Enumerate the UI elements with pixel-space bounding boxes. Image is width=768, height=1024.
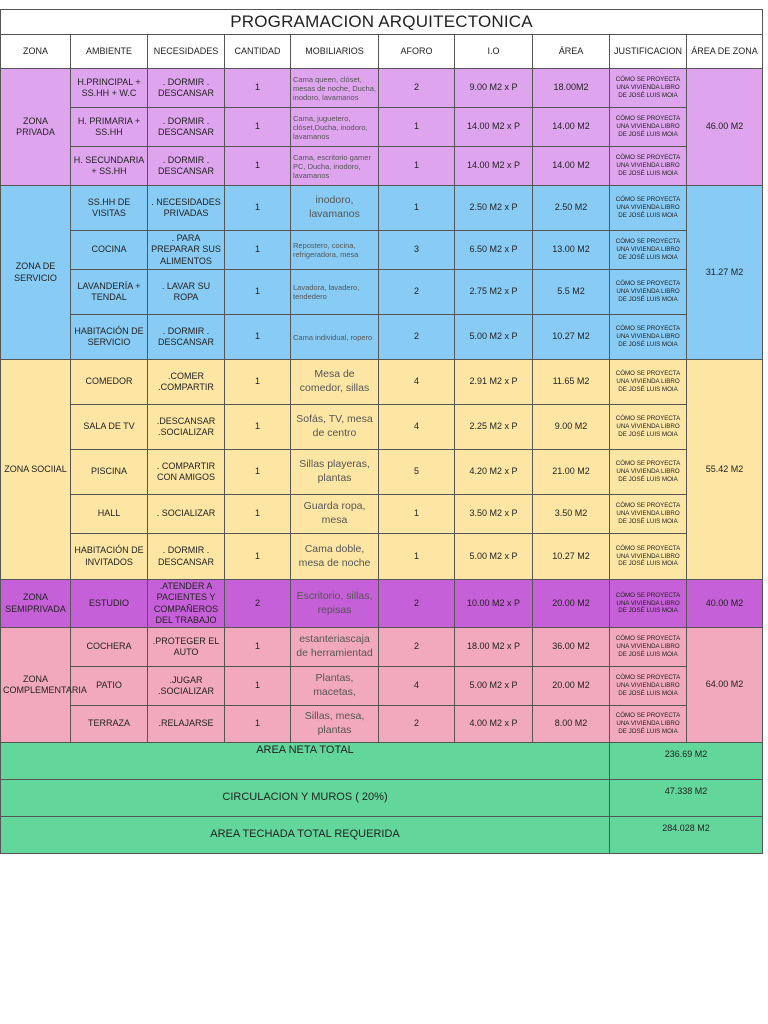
total-value: 236.69 M2 [610, 743, 763, 780]
table-row [1, 450, 763, 495]
zone-name: ZONA SOCIIAL [1, 360, 71, 580]
necesidades-cell: . DORMIR . DESCANSAR [148, 69, 225, 108]
justificacion-cell: CÓMO SE PROYECTA UNA VIVIENDA LIBRO DE JOSÉ LUIS MOIA [610, 186, 687, 231]
table-row [1, 108, 763, 147]
justificacion-cell: CÓMO SE PROYECTA UNA VIVIENDA LIBRO DE JOSÉ LUIS MOIA [610, 534, 687, 580]
table-row [1, 495, 763, 534]
table-row [1, 667, 763, 706]
mobiliarios-cell: Cama queen, clóset, mesas de noche, Ducha, inodoro, lavamanos [291, 69, 379, 108]
area-cell: 20.00 M2 [533, 580, 610, 628]
table-row [1, 231, 763, 270]
table-row [1, 534, 763, 580]
aforo-cell: 1 [379, 108, 455, 147]
area-cell: 14.00 M2 [533, 108, 610, 147]
page-title: PROGRAMACION ARQUITECTONICA [1, 10, 763, 35]
totals-row [1, 780, 763, 817]
io-cell: 14.00 M2 x P [455, 147, 533, 186]
aforo-cell: 2 [379, 315, 455, 360]
io-cell: 18.00 M2 x P [455, 628, 533, 667]
mobiliarios-cell: Cama doble, mesa de noche [291, 534, 379, 580]
justificacion-cell: CÓMO SE PROYECTA UNA VIVIENDA LIBRO DE JOSÉ LUIS MOIA [610, 315, 687, 360]
header-aforo: AFORO [379, 35, 455, 69]
necesidades-cell: .COMER .COMPARTIR [148, 360, 225, 405]
ambiente-cell: H.PRINCIPAL + SS.HH + W.C [71, 69, 148, 108]
programming-table [0, 9, 763, 854]
area-cell: 20.00 M2 [533, 667, 610, 706]
aforo-cell: 4 [379, 360, 455, 405]
cantidad-cell: 1 [225, 231, 291, 270]
aforo-cell: 3 [379, 231, 455, 270]
zone-area: 55.42 M2 [687, 360, 763, 580]
io-cell: 5.00 M2 x P [455, 315, 533, 360]
zone-name: ZONA PRIVADA [1, 69, 71, 186]
io-cell: 6.50 M2 x P [455, 231, 533, 270]
title-row [1, 10, 763, 35]
necesidades-cell: . DORMIR . DESCANSAR [148, 147, 225, 186]
table-row [1, 270, 763, 315]
area-cell: 18.00M2 [533, 69, 610, 108]
table-row [1, 580, 763, 628]
cantidad-cell: 1 [225, 108, 291, 147]
necesidades-cell: .RELAJARSE [148, 706, 225, 743]
io-cell: 2.91 M2 x P [455, 360, 533, 405]
cantidad-cell: 1 [225, 69, 291, 108]
area-cell: 9.00 M2 [533, 405, 610, 450]
justificacion-cell: CÓMO SE PROYECTA UNA VIVIENDA LIBRO DE JOSÉ LUIS MOIA [610, 628, 687, 667]
area-cell: 3.50 M2 [533, 495, 610, 534]
necesidades-cell: .ATENDER A PACIENTES Y COMPAÑEROS DEL TRABAJO [148, 580, 225, 628]
necesidades-cell: . DORMIR . DESCANSAR [148, 534, 225, 580]
table-row [1, 147, 763, 186]
header-mobiliarios: MOBILIARIOS [291, 35, 379, 69]
justificacion-cell: CÓMO SE PROYECTA UNA VIVIENDA LIBRO DE JOSÉ LUIS MOIA [610, 360, 687, 405]
mobiliarios-cell: estanteriascaja de herramientad [291, 628, 379, 667]
programming-sheet [0, 9, 762, 854]
io-cell: 2.50 M2 x P [455, 186, 533, 231]
area-cell: 13.00 M2 [533, 231, 610, 270]
aforo-cell: 2 [379, 270, 455, 315]
ambiente-cell: HALL [71, 495, 148, 534]
justificacion-cell: CÓMO SE PROYECTA UNA VIVIENDA LIBRO DE JOSÉ LUIS MOIA [610, 231, 687, 270]
io-cell: 10.00 M2 x P [455, 580, 533, 628]
area-cell: 11.65 M2 [533, 360, 610, 405]
justificacion-cell: CÓMO SE PROYECTA UNA VIVIENDA LIBRO DE JOSÉ LUIS MOIA [610, 580, 687, 628]
ambiente-cell: PISCINA [71, 450, 148, 495]
header-cantidad: CANTIDAD [225, 35, 291, 69]
mobiliarios-cell: Sillas, mesa, plantas [291, 706, 379, 743]
mobiliarios-cell: Guarda ropa, mesa [291, 495, 379, 534]
ambiente-cell: COCHERA [71, 628, 148, 667]
io-cell: 14.00 M2 x P [455, 108, 533, 147]
cantidad-cell: 1 [225, 147, 291, 186]
mobiliarios-cell: Sillas playeras, plantas [291, 450, 379, 495]
totals-row [1, 743, 763, 780]
io-cell: 9.00 M2 x P [455, 69, 533, 108]
io-cell: 2.75 M2 x P [455, 270, 533, 315]
justificacion-cell: CÓMO SE PROYECTA UNA VIVIENDA LIBRO DE JOSÉ LUIS MOIA [610, 108, 687, 147]
table-row [1, 315, 763, 360]
aforo-cell: 4 [379, 667, 455, 706]
necesidades-cell: . PARA PREPARAR SUS ALIMENTOS [148, 231, 225, 270]
total-label: AREA NETA TOTAL [1, 743, 610, 780]
table-row [1, 360, 763, 405]
aforo-cell: 5 [379, 450, 455, 495]
mobiliarios-cell: Cama, juguetero, clóset,Ducha, inodoro, lavamanos [291, 108, 379, 147]
header-zona: ZONA [1, 35, 71, 69]
total-value: 284.028 M2 [610, 817, 763, 854]
necesidades-cell: .JUGAR .SOCIALIZAR [148, 667, 225, 706]
zone-name: ZONA COMPLEMENTARIA [1, 628, 71, 743]
area-cell: 5.5 M2 [533, 270, 610, 315]
ambiente-cell: ESTUDIO [71, 580, 148, 628]
mobiliarios-cell: Mesa de comedor, sillas [291, 360, 379, 405]
zone-name: ZONA SEMIPRIVADA [1, 580, 71, 628]
aforo-cell: 2 [379, 580, 455, 628]
mobiliarios-cell: Cama individual, ropero [291, 315, 379, 360]
area-cell: 10.27 M2 [533, 315, 610, 360]
io-cell: 4.00 M2 x P [455, 706, 533, 743]
cantidad-cell: 1 [225, 495, 291, 534]
ambiente-cell: HABITACIÓN DE SERVICIO [71, 315, 148, 360]
header-area-de-zona: ÁREA DE ZONA [687, 35, 763, 69]
header-row [1, 35, 763, 69]
mobiliarios-cell: inodoro, lavamanos [291, 186, 379, 231]
aforo-cell: 1 [379, 186, 455, 231]
justificacion-cell: CÓMO SE PROYECTA UNA VIVIENDA LIBRO DE JOSÉ LUIS MOIA [610, 69, 687, 108]
totals-row [1, 817, 763, 854]
justificacion-cell: CÓMO SE PROYECTA UNA VIVIENDA LIBRO DE JOSÉ LUIS MOIA [610, 706, 687, 743]
ambiente-cell: COCINA [71, 231, 148, 270]
necesidades-cell: .DESCANSAR .SOCIALIZAR [148, 405, 225, 450]
zone-area: 31.27 M2 [687, 186, 763, 360]
mobiliarios-cell: Sofás, TV, mesa de centro [291, 405, 379, 450]
area-cell: 8.00 M2 [533, 706, 610, 743]
area-cell: 36.00 M2 [533, 628, 610, 667]
header-area: ÁREA [533, 35, 610, 69]
cantidad-cell: 1 [225, 360, 291, 405]
mobiliarios-cell: Lavadora, lavadero, tendedero [291, 270, 379, 315]
cantidad-cell: 1 [225, 628, 291, 667]
cantidad-cell: 1 [225, 706, 291, 743]
ambiente-cell: HABITACIÓN DE INVITADOS [71, 534, 148, 580]
total-value: 47.338 M2 [610, 780, 763, 817]
header-justificacion: JUSTIFICACION [610, 35, 687, 69]
cantidad-cell: 1 [225, 450, 291, 495]
header-ambiente: AMBIENTE [71, 35, 148, 69]
ambiente-cell: PATIO [71, 667, 148, 706]
ambiente-cell: SS.HH DE VISITAS [71, 186, 148, 231]
aforo-cell: 1 [379, 534, 455, 580]
aforo-cell: 1 [379, 495, 455, 534]
mobiliarios-cell: Repostero, cocina, refrigeradora, mesa [291, 231, 379, 270]
io-cell: 5.00 M2 x P [455, 534, 533, 580]
necesidades-cell: . COMPARTIR CON AMIGOS [148, 450, 225, 495]
io-cell: 5.00 M2 x P [455, 667, 533, 706]
necesidades-cell: .PROTEGER EL AUTO [148, 628, 225, 667]
ambiente-cell: H. PRIMARIA + SS.HH [71, 108, 148, 147]
cantidad-cell: 1 [225, 315, 291, 360]
ambiente-cell: TERRAZA [71, 706, 148, 743]
zone-name: ZONA DE SERVICIO [1, 186, 71, 360]
aforo-cell: 4 [379, 405, 455, 450]
aforo-cell: 1 [379, 147, 455, 186]
cantidad-cell: 1 [225, 270, 291, 315]
aforo-cell: 2 [379, 706, 455, 743]
io-cell: 4.20 M2 x P [455, 450, 533, 495]
aforo-cell: 2 [379, 628, 455, 667]
table-row [1, 706, 763, 743]
cantidad-cell: 1 [225, 534, 291, 580]
ambiente-cell: COMEDOR [71, 360, 148, 405]
necesidades-cell: . SOCIALIZAR [148, 495, 225, 534]
table-row [1, 186, 763, 231]
zone-area: 40.00 M2 [687, 580, 763, 628]
table-row [1, 69, 763, 108]
aforo-cell: 2 [379, 69, 455, 108]
justificacion-cell: CÓMO SE PROYECTA UNA VIVIENDA LIBRO DE JOSÉ LUIS MOIA [610, 667, 687, 706]
mobiliarios-cell: Plantas, macetas, [291, 667, 379, 706]
necesidades-cell: . DORMIR . DESCANSAR [148, 315, 225, 360]
cantidad-cell: 1 [225, 667, 291, 706]
header-necesidades: NECESIDADES [148, 35, 225, 69]
mobiliarios-cell: Escritorio, sillas, repisas [291, 580, 379, 628]
cantidad-cell: 2 [225, 580, 291, 628]
mobiliarios-cell: Cama, escritorio gamer PC, Ducha, inodoro, lavamanos [291, 147, 379, 186]
justificacion-cell: CÓMO SE PROYECTA UNA VIVIENDA LIBRO DE JOSÉ LUIS MOIA [610, 495, 687, 534]
ambiente-cell: SALA DE TV [71, 405, 148, 450]
ambiente-cell: LAVANDERÍA + TENDAL [71, 270, 148, 315]
area-cell: 2.50 M2 [533, 186, 610, 231]
io-cell: 2.25 M2 x P [455, 405, 533, 450]
area-cell: 21.00 M2 [533, 450, 610, 495]
header-io: I.O [455, 35, 533, 69]
necesidades-cell: . DORMIR . DESCANSAR [148, 108, 225, 147]
table-row [1, 628, 763, 667]
justificacion-cell: CÓMO SE PROYECTA UNA VIVIENDA LIBRO DE JOSÉ LUIS MOIA [610, 270, 687, 315]
table-row [1, 405, 763, 450]
ambiente-cell: H. SECUNDARIA + SS.HH [71, 147, 148, 186]
total-label: AREA TECHADA TOTAL REQUERIDA [1, 817, 610, 854]
area-cell: 10.27 M2 [533, 534, 610, 580]
justificacion-cell: CÓMO SE PROYECTA UNA VIVIENDA LIBRO DE JOSÉ LUIS MOIA [610, 147, 687, 186]
io-cell: 3.50 M2 x P [455, 495, 533, 534]
zone-area: 64.00 M2 [687, 628, 763, 743]
justificacion-cell: CÓMO SE PROYECTA UNA VIVIENDA LIBRO DE JOSÉ LUIS MOIA [610, 405, 687, 450]
total-label: CIRCULACION Y MUROS ( 20%) [1, 780, 610, 817]
cantidad-cell: 1 [225, 405, 291, 450]
necesidades-cell: . NECESIDADES PRIVADAS [148, 186, 225, 231]
justificacion-cell: CÓMO SE PROYECTA UNA VIVIENDA LIBRO DE JOSÉ LUIS MOIA [610, 450, 687, 495]
zone-area: 46.00 M2 [687, 69, 763, 186]
cantidad-cell: 1 [225, 186, 291, 231]
area-cell: 14.00 M2 [533, 147, 610, 186]
necesidades-cell: . LAVAR SU ROPA [148, 270, 225, 315]
